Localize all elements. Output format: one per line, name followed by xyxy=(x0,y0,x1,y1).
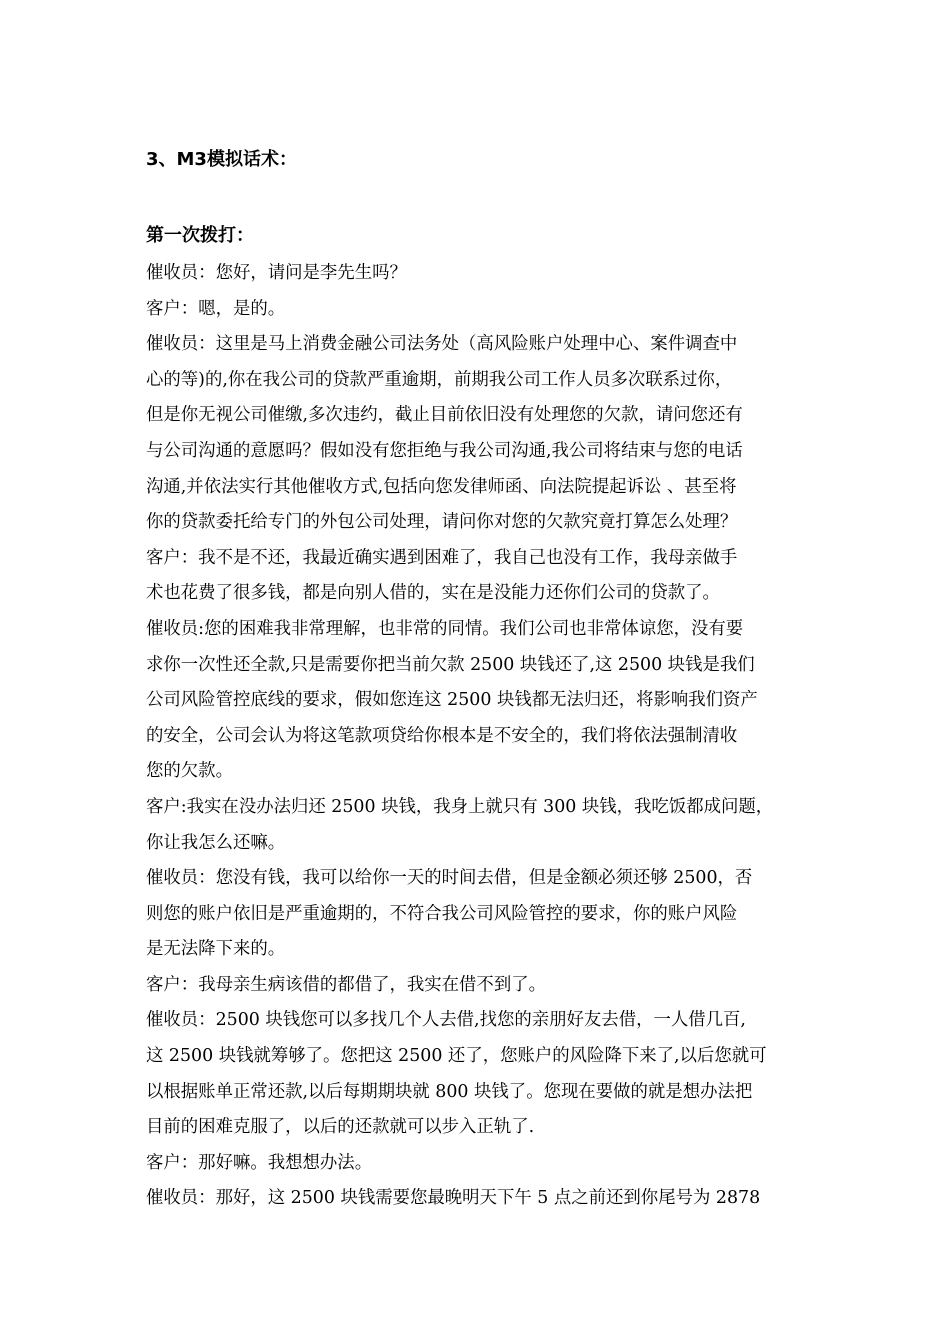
dialogue-line: 催收员：2500 块钱您可以多找几个人去借,找您的亲朋好友去借，一人借几百, xyxy=(146,1010,746,1031)
dialogue-line: 你让我怎么还嘛。 xyxy=(146,832,286,853)
dialogue-line: 公司风险管控底线的要求，假如您连这 2500 块钱都无法归还，将影响我们资产 xyxy=(146,690,758,711)
dialogue-line: 目前的困难克服了，以后的还款就可以步入正轨了. xyxy=(146,1117,535,1138)
dialogue-line: 心的等)的,你在我公司的贷款严重逾期，前期我公司工作人员多次联系过你， xyxy=(146,369,733,390)
dialogue-line: 以根据账单正常还款,以后每期期块就 800 块钱了。您现在要做的就是想办法把 xyxy=(146,1081,753,1102)
dialogue-line: 沟通,并依法实行其他催收方式,包括向您发律师函、向法院提起诉讼 、甚至将 xyxy=(146,476,737,497)
section-title: 3、M3模拟话术： xyxy=(146,149,297,170)
dialogue-line: 催收员：您没有钱，我可以给你一天的时间去借，但是金额必须还够 2500，否 xyxy=(146,868,753,889)
dialogue-line: 客户:我实在没办法归还 2500 块钱，我身上就只有 300 块钱，我吃饭都成问题， xyxy=(146,796,774,817)
dialogue-line: 客户：我母亲生病该借的都借了，我实在借不到了。 xyxy=(146,974,546,995)
dialogue-line: 与公司沟通的意愿吗？假如没有您拒绝与我公司沟通,我公司将结束与您的电话 xyxy=(146,440,743,461)
subsection-title: 第一次拨打： xyxy=(146,225,254,246)
dialogue-line: 的安全，公司会认为将这笔款项贷给你根本是不安全的，我们将依法强制清收 xyxy=(146,725,738,746)
dialogue-line: 催收员：您好，请问是李先生吗？ xyxy=(146,263,407,283)
dialogue-line: 是无法降下来的。 xyxy=(146,939,286,960)
dialogue-line: 客户：我不是不还，我最近确实遇到困难了，我自己也没有工作，我母亲做手 xyxy=(146,547,738,568)
dialogue-line: 客户：那好嘛。我想想办法。 xyxy=(146,1152,373,1173)
dialogue-lines xyxy=(146,256,818,1217)
dialogue-line: 客户：嗯，是的。 xyxy=(146,298,286,319)
dialogue-line: 催收员:您的困难我非常理解，也非常的同情。我们公司也非常体谅您，没有要 xyxy=(146,618,744,639)
dialogue-line: 求你一次性还全款,只是需要你把当前欠款 2500 块钱还了,这 2500 块钱是我们 xyxy=(146,654,755,675)
dialogue-line: 术也花费了很多钱，都是向别人借的，实在是没能力还你们公司的贷款了。 xyxy=(146,583,720,604)
section-spacer xyxy=(146,175,818,221)
dialogue-line: 你的贷款委托给专门的外包公司处理，请问你对您的欠款究竟打算怎么处理？ xyxy=(146,512,738,533)
dialogue-line: 这 2500 块钱就筹够了。您把这 2500 还了，您账户的风险降下来了,以后您就可 xyxy=(146,1046,767,1067)
dialogue-line: 您的欠款。 xyxy=(146,761,233,782)
dialogue-line: 催收员：那好，这 2500 块钱需要您最晚明天下午 5 点之前还到你尾号为 2878 xyxy=(146,1188,761,1209)
dialogue-line: 但是你无视公司催缴,多次违约，截止目前依旧没有处理您的欠款，请问您还有 xyxy=(146,405,743,426)
dialogue-line: 催收员：这里是马上消费金融公司法务处（高风险账户处理中心、案件调查中 xyxy=(146,334,738,355)
dialogue-line: 则您的账户依旧是严重逾期的，不符合我公司风险管控的要求，你的账户风险 xyxy=(146,903,738,924)
document-body xyxy=(146,145,818,1217)
